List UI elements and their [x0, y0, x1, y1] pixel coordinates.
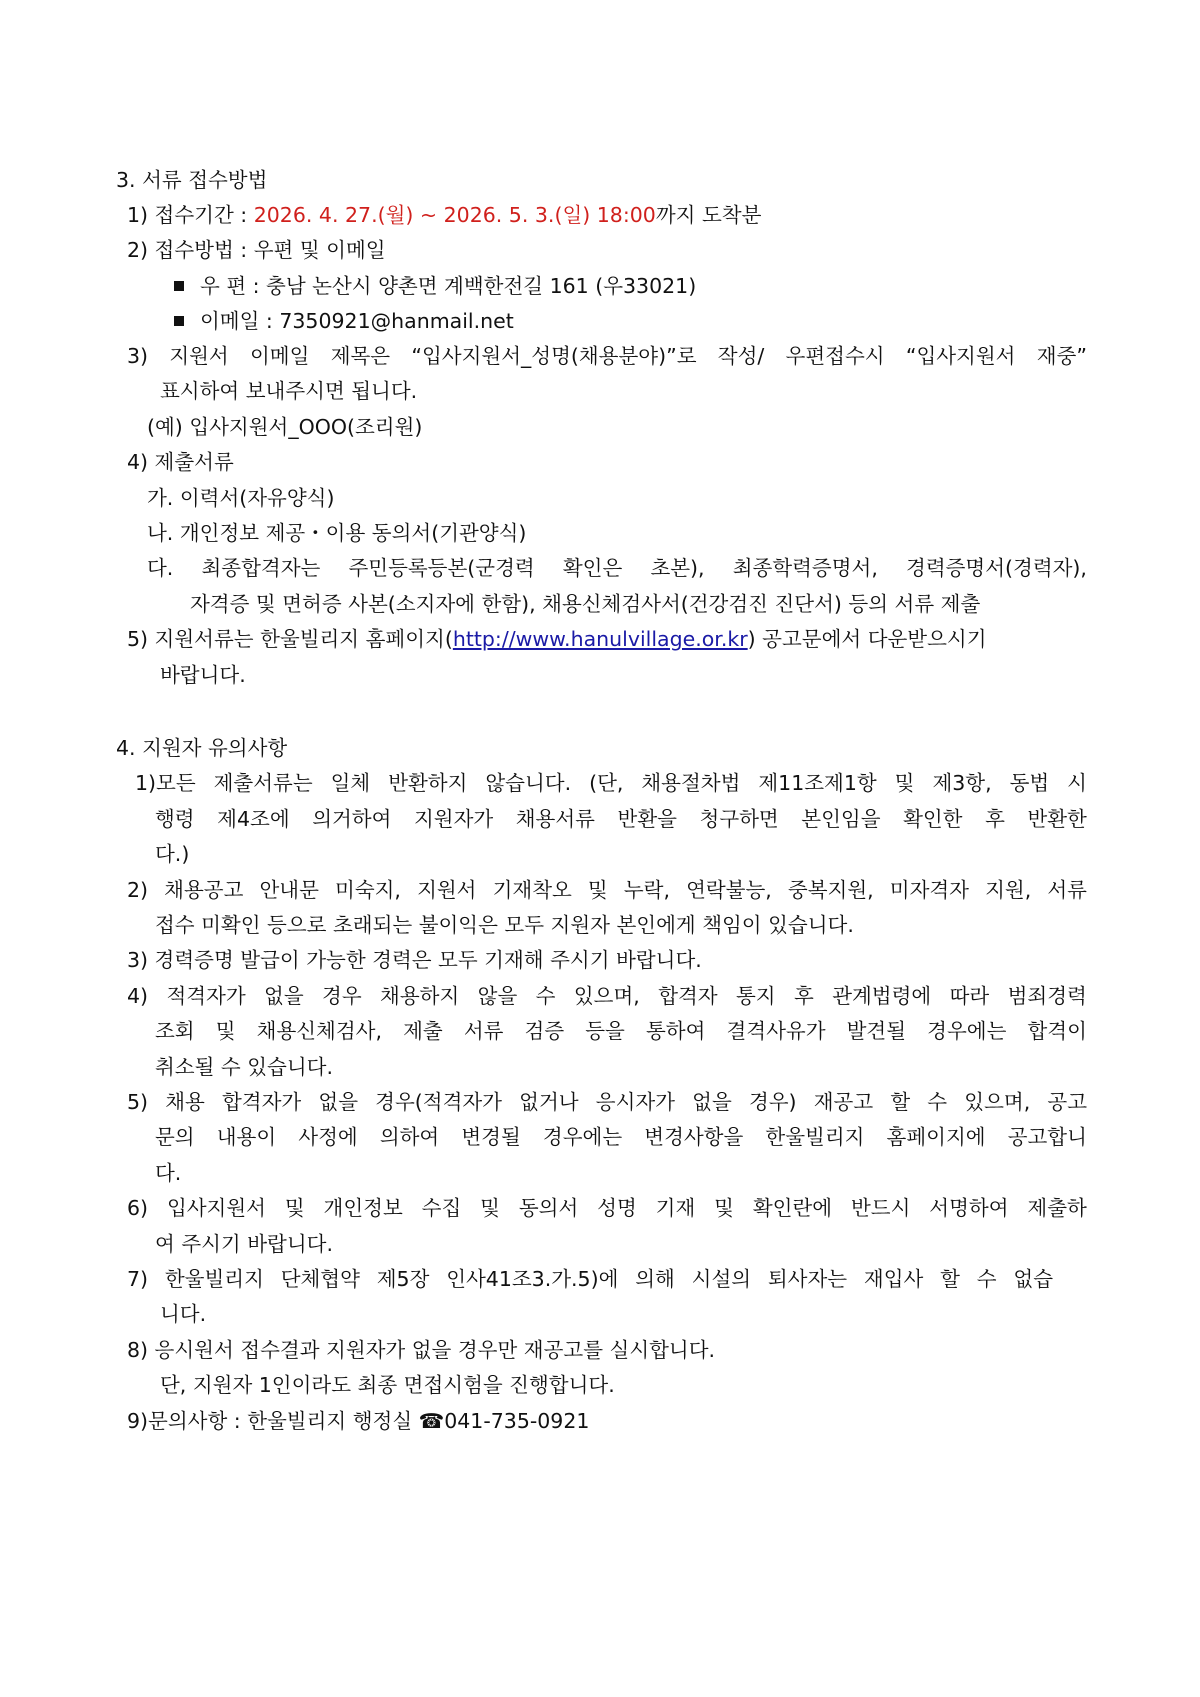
word: 연락불능, — [686, 878, 772, 902]
word: 1)모든 — [135, 771, 196, 795]
word: 등을 — [585, 1019, 625, 1043]
word: 작성/ — [717, 344, 765, 368]
word: 퇴사자는 — [767, 1267, 848, 1291]
word: 없을 — [264, 984, 304, 1008]
word: 변경될 — [461, 1125, 521, 1149]
word: 검증 — [524, 1019, 565, 1043]
word: 공고 — [1047, 1090, 1087, 1114]
word: 우편접수시 — [785, 344, 885, 368]
word: 제5장 — [376, 1267, 430, 1291]
download-suffix: ) 공고문에서 다운받으시기 — [747, 627, 987, 651]
notice-5-line3: 다. — [155, 1161, 182, 1185]
section-3-heading: 3. 서류 접수방법 — [116, 168, 268, 192]
section-4-heading: 4. 지원자 유의사항 — [116, 736, 288, 760]
notice-5-line1 — [127, 1087, 1087, 1117]
word: 7) — [127, 1267, 149, 1291]
word: 서류 — [463, 1019, 504, 1043]
word: 문의 — [155, 1125, 195, 1149]
word: 지원서 — [417, 878, 477, 902]
notice-6-line2: 여 주시기 바랍니다. — [155, 1232, 333, 1256]
word: 최종학력증명서, — [732, 556, 878, 580]
receipt-period-label: 1) 접수기간 : — [127, 203, 254, 227]
word: 제3항, — [932, 771, 992, 795]
email-subject-line1 — [127, 341, 1087, 371]
notice-2-line2: 접수 미확인 등으로 초래되는 불이익은 모두 지원자 본인에게 책임이 있습니다. — [155, 913, 854, 937]
word: 누락, — [623, 878, 670, 902]
word: (단, — [589, 771, 624, 795]
word: 지원서 — [169, 344, 229, 368]
notice-4-line1 — [127, 981, 1087, 1011]
word: 않을 — [477, 984, 518, 1008]
square-bullet-icon — [174, 281, 184, 291]
word: 서류 — [1047, 878, 1087, 902]
notice-4-line2 — [155, 1016, 1087, 1046]
word: 안내문 — [259, 878, 319, 902]
word: 및 — [894, 771, 915, 795]
word: 채용서류 — [515, 807, 595, 831]
word: 및 — [284, 1196, 305, 1220]
word: 반환한 — [1027, 807, 1087, 831]
word: 적격자가 — [166, 984, 246, 1008]
word: 채용신체검사, — [256, 1019, 382, 1043]
word: 동법 — [1009, 771, 1050, 795]
word: 경우에는 — [927, 1019, 1007, 1043]
word: 5) — [127, 1090, 149, 1114]
word: 있으며, — [964, 1090, 1031, 1114]
receipt-period-value: 2026. 4. 27.(월) ~ 2026. 5. 3.(일) 18:00 — [253, 203, 656, 227]
word: 있으며, — [573, 984, 640, 1008]
word: 관계법령에 — [832, 984, 932, 1008]
word: 않습니다. — [485, 771, 572, 795]
notice-7-line1 — [127, 1264, 1053, 1294]
word: 기재착오 — [492, 878, 572, 902]
word: 경우) — [748, 1090, 797, 1114]
word: 없을 — [692, 1090, 732, 1114]
postal-address-text: 우 편 : 충남 논산시 양촌면 계백한전길 161 (우33021) — [200, 274, 697, 298]
word: 개인정보 — [323, 1196, 403, 1220]
documents-heading: 4) 제출서류 — [127, 450, 234, 474]
word: 주민등록등본(군경력 — [348, 556, 535, 580]
word: 결격사유가 — [726, 1019, 826, 1043]
notice-6-line1 — [127, 1193, 1087, 1223]
word: 확인란에 — [752, 1196, 833, 1220]
receipt-period-suffix: 까지 도착분 — [655, 203, 762, 227]
word: 인사41조3.가.5)에 — [446, 1267, 619, 1291]
word: 시설의 — [691, 1267, 752, 1291]
word: 의하여 — [379, 1125, 440, 1149]
word: 확인한 — [903, 807, 963, 831]
word: 통지 — [736, 984, 776, 1008]
word: 4) — [127, 984, 149, 1008]
word: 따라 — [949, 984, 990, 1008]
homepage-link[interactable]: http://www.hanulvillage.or.kr — [452, 627, 748, 651]
word: “입사지원서 — [905, 344, 1016, 368]
word: 수 — [927, 1090, 948, 1114]
document-a: 가. 이력서(자유양식) — [147, 486, 335, 510]
notice-1-line2 — [155, 804, 1087, 834]
postal-address — [174, 271, 696, 301]
word: 제목은 — [330, 344, 391, 368]
word: 지원자가 — [413, 807, 494, 831]
word: 없습 — [1013, 1267, 1053, 1291]
word: 행령 — [155, 807, 195, 831]
word: 및 — [215, 1019, 236, 1043]
word: 입사지원서 — [166, 1196, 266, 1220]
notice-5-line2 — [155, 1122, 1087, 1152]
word: 발견될 — [846, 1019, 907, 1043]
email-subject-line2: 표시하여 보내주시면 됩니다. — [160, 379, 418, 403]
word: 최종합격자는 — [201, 556, 321, 580]
word: 서명하여 — [929, 1196, 1009, 1220]
notice-1-line1 — [135, 768, 1087, 798]
word: 내용이 — [216, 1125, 277, 1149]
word: 및 — [714, 1196, 734, 1220]
word: 제4조에 — [217, 807, 290, 831]
word: 시 — [1067, 771, 1087, 795]
word: 이메일 — [250, 344, 310, 368]
word: 사정에 — [298, 1125, 358, 1149]
word: 지원, — [985, 878, 1032, 902]
word: 경우 — [322, 984, 362, 1008]
word: 수 — [976, 1267, 997, 1291]
receipt-method: 2) 접수방법 : 우편 및 이메일 — [127, 238, 386, 262]
download-line2: 바랍니다. — [160, 663, 246, 687]
notice-9-contact — [127, 1406, 589, 1436]
notice-2-line1 — [127, 875, 1087, 905]
word: 할 — [940, 1267, 960, 1291]
word: 동의서 — [518, 1196, 579, 1220]
word: 미자격자 — [889, 878, 969, 902]
word: 재공고 — [813, 1090, 874, 1114]
word: 미숙지, — [335, 878, 401, 902]
word: 다. — [147, 556, 174, 580]
word: 공고합니 — [1007, 1125, 1087, 1149]
word: 단체협약 — [280, 1267, 360, 1291]
word: 제출 — [403, 1019, 443, 1043]
word: 없을 — [318, 1090, 358, 1114]
notice-7-line2: 니다. — [160, 1302, 207, 1326]
notice-3: 3) 경력증명 발급이 가능한 경력은 모두 기재해 주시기 바랍니다. — [127, 948, 702, 972]
word: 및 — [480, 1196, 500, 1220]
word: 경우에는 — [542, 1125, 623, 1149]
receipt-period — [127, 200, 761, 230]
word: 통하여 — [645, 1019, 706, 1043]
email-address-text: 이메일 : 7350921@hanmail.net — [200, 309, 514, 333]
email-address — [174, 306, 514, 336]
word: 한울빌리지 — [164, 1267, 264, 1291]
word: 채용절차법 — [641, 771, 741, 795]
download-line1 — [127, 624, 1087, 654]
word: 범죄경력 — [1007, 984, 1087, 1008]
word: 변경사항을 — [644, 1125, 744, 1149]
word: 조회 — [155, 1019, 195, 1043]
word: 초본), — [650, 556, 705, 580]
word: 제11조제1항 — [758, 771, 877, 795]
word: 합격이 — [1027, 1019, 1087, 1043]
word: 합격자 — [658, 984, 718, 1008]
notice-1-line3: 다.) — [155, 842, 190, 866]
word: 일체 — [330, 771, 371, 795]
word: 수 — [535, 984, 556, 1008]
word: 채용하지 — [380, 984, 460, 1008]
word: 6) — [127, 1196, 149, 1220]
word: 할 — [890, 1090, 911, 1114]
subject-example: (예) 입사지원서_OOO(조리원) — [147, 415, 423, 439]
contact-label: 9)문의사항 : 한울빌리지 행정실 — [127, 1409, 419, 1433]
word: 후 — [985, 807, 1005, 831]
notice-8-line2: 단, 지원자 1인이라도 최종 면접시험을 진행합니다. — [160, 1373, 615, 1397]
word: 반환을 — [617, 807, 677, 831]
word: 채용 — [165, 1090, 205, 1114]
phone-icon: ☎ — [418, 1409, 445, 1433]
contact-phone: 041-735-0921 — [444, 1409, 590, 1433]
word: 3) — [127, 344, 149, 368]
word: 재입사 — [863, 1267, 924, 1291]
word: 합격자가 — [222, 1090, 302, 1114]
word: 및 — [587, 878, 608, 902]
word: 중복지원, — [787, 878, 874, 902]
word: 반환하지 — [388, 771, 468, 795]
word: 확인은 — [562, 556, 623, 580]
document-b: 나. 개인정보 제공・이용 동의서(기관양식) — [147, 521, 527, 545]
notice-4-line3: 취소될 수 있습니다. — [155, 1055, 333, 1079]
document-c-line1 — [147, 553, 1087, 583]
word: 없거나 — [519, 1090, 579, 1114]
word: 제출하 — [1027, 1196, 1087, 1220]
word: 홈페이지에 — [886, 1125, 986, 1149]
word: 채용공고 — [164, 878, 244, 902]
word: 후 — [794, 984, 814, 1008]
word: “입사지원서_성명(채용분야)”로 — [411, 344, 697, 368]
word: 제출서류는 — [213, 771, 313, 795]
download-prefix: 5) 지원서류는 한울빌리지 홈페이지( — [127, 627, 453, 651]
notice-8-line1: 8) 응시원서 접수결과 지원자가 없을 경우만 재공고를 실시합니다. — [127, 1338, 716, 1362]
word: 경력증명서(경력자), — [906, 556, 1087, 580]
word: 청구하면 — [699, 807, 779, 831]
word: 기재 — [655, 1196, 696, 1220]
word: 한울빌리지 — [765, 1125, 865, 1149]
word: 2) — [127, 878, 149, 902]
square-bullet-icon — [174, 316, 184, 326]
word: 재중” — [1036, 344, 1087, 368]
document-c-line2: 자격증 및 면허증 사본(소지자에 한함), 채용신체검사서(건강검진 진단서) 등의 서류 제출 — [190, 592, 981, 616]
word: 경우(적격자가 — [375, 1090, 502, 1114]
word: 의해 — [635, 1267, 675, 1291]
word: 의거하여 — [312, 807, 392, 831]
word: 성명 — [597, 1196, 637, 1220]
word: 응시자가 — [595, 1090, 675, 1114]
word: 수집 — [421, 1196, 462, 1220]
word: 반드시 — [850, 1196, 911, 1220]
word: 본인임을 — [801, 807, 881, 831]
